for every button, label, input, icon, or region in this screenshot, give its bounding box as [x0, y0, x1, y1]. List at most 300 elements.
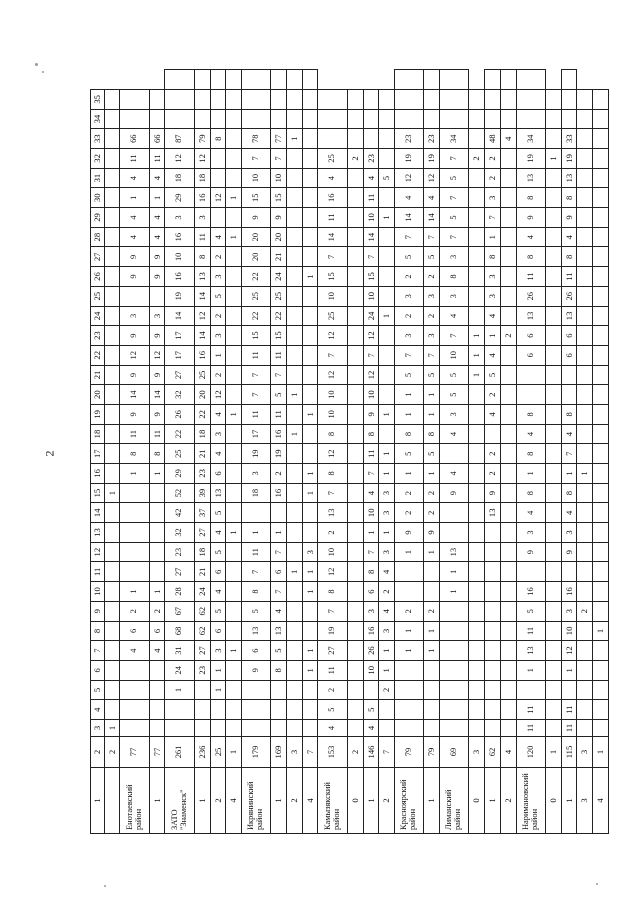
- table-cell: 1: [469, 326, 485, 346]
- table-cell: 4: [149, 641, 165, 661]
- table-cell: 22: [271, 306, 287, 326]
- table-row: [516, 70, 545, 834]
- table-cell: [593, 601, 609, 621]
- column-number-cell: 13: [91, 523, 105, 543]
- table-cell: [347, 601, 363, 621]
- table-cell: 8: [271, 660, 287, 680]
- table-cell: 3: [241, 464, 270, 484]
- table-cell: 5: [271, 641, 287, 661]
- row-label-cell: 4: [302, 768, 318, 834]
- table-cell: 4: [120, 208, 149, 228]
- table-cell: [440, 621, 469, 641]
- table-cell: [577, 700, 593, 720]
- column-number-cell: 12: [91, 542, 105, 562]
- table-cell: [302, 680, 318, 700]
- table-cell: [394, 660, 423, 680]
- table-cell: 5: [210, 503, 226, 523]
- table-cell: 37: [194, 503, 210, 523]
- table-cell: 11: [363, 188, 379, 208]
- table-cell: [226, 326, 242, 346]
- table-cell: 8: [516, 247, 545, 267]
- table-cell: [469, 168, 485, 188]
- table-cell: 14: [318, 227, 347, 247]
- table-cell: [424, 109, 440, 129]
- table-cell: 12: [318, 365, 347, 385]
- table-cell: [226, 365, 242, 385]
- table-cell: [194, 680, 210, 700]
- table-cell: 3: [485, 188, 501, 208]
- table-cell: 2: [210, 306, 226, 326]
- column-number-cell: 16: [91, 464, 105, 484]
- table-cell: 7: [363, 542, 379, 562]
- table-cell: 7: [318, 601, 347, 621]
- table-cell: 1: [424, 464, 440, 484]
- table-cell: [210, 70, 226, 90]
- table-cell: 33: [561, 129, 577, 149]
- table-cell: [500, 680, 516, 700]
- table-cell: 1: [379, 306, 395, 326]
- table-cell: 8: [424, 424, 440, 444]
- table-cell: 6: [271, 562, 287, 582]
- table-cell: 20: [241, 247, 270, 267]
- table-cell: 2: [104, 737, 120, 768]
- table-cell: [104, 621, 120, 641]
- table-row: [271, 70, 287, 834]
- table-cell: 10: [363, 660, 379, 680]
- table-cell: 11: [194, 227, 210, 247]
- table-cell: 8: [561, 188, 577, 208]
- table-cell: [302, 70, 318, 90]
- table-cell: 3: [561, 601, 577, 621]
- table-cell: [545, 286, 561, 306]
- table-cell: [593, 444, 609, 464]
- table-cell: 15: [363, 267, 379, 287]
- table-cell: [545, 109, 561, 129]
- scan-speck: [596, 883, 598, 885]
- table-cell: 3: [379, 503, 395, 523]
- table-cell: [545, 700, 561, 720]
- table-cell: [363, 129, 379, 149]
- table-cell: [287, 208, 303, 228]
- table-cell: [347, 405, 363, 425]
- table-cell: [500, 641, 516, 661]
- table-cell: 7: [424, 345, 440, 365]
- table-cell: [545, 562, 561, 582]
- table-cell: 8: [561, 483, 577, 503]
- table-cell: [104, 188, 120, 208]
- table-cell: 1: [379, 464, 395, 484]
- table-cell: 16: [194, 345, 210, 365]
- table-cell: [577, 129, 593, 149]
- table-cell: [379, 188, 395, 208]
- table-cell: [287, 444, 303, 464]
- table-cell: 3: [469, 737, 485, 768]
- table-cell: [577, 267, 593, 287]
- table-cell: 5: [318, 700, 347, 720]
- table-cell: 12: [318, 444, 347, 464]
- table-cell: [165, 700, 194, 720]
- table-cell: [500, 227, 516, 247]
- table-cell: 11: [516, 267, 545, 287]
- table-cell: 7: [241, 562, 270, 582]
- table-cell: 15: [318, 267, 347, 287]
- table-cell: 5: [485, 365, 501, 385]
- table-cell: [577, 483, 593, 503]
- table-cell: 11: [318, 208, 347, 228]
- table-cell: 4: [363, 720, 379, 737]
- table-cell: 8: [363, 424, 379, 444]
- table-cell: [347, 385, 363, 405]
- table-cell: 26: [363, 641, 379, 661]
- table-cell: 2: [379, 582, 395, 602]
- column-number-cell: 30: [91, 188, 105, 208]
- table-cell: 4: [561, 424, 577, 444]
- table-cell: [379, 247, 395, 267]
- table-cell: 3: [440, 247, 469, 267]
- table-cell: [593, 326, 609, 346]
- table-cell: 7: [485, 208, 501, 228]
- table-cell: 12: [318, 326, 347, 346]
- table-cell: [500, 424, 516, 444]
- table-cell: [440, 70, 469, 90]
- table-cell: [577, 247, 593, 267]
- table-cell: [347, 562, 363, 582]
- table-cell: 68: [165, 621, 194, 641]
- table-cell: [469, 109, 485, 129]
- table-cell: 62: [194, 601, 210, 621]
- column-number-cell: 26: [91, 267, 105, 287]
- table-cell: [545, 385, 561, 405]
- table-cell: 7: [318, 483, 347, 503]
- table-cell: 11: [561, 720, 577, 737]
- table-cell: 2: [379, 680, 395, 700]
- table-cell: [440, 444, 469, 464]
- table-cell: [120, 109, 149, 129]
- table-cell: 32: [165, 385, 194, 405]
- table-cell: 18: [194, 424, 210, 444]
- table-cell: [210, 109, 226, 129]
- table-cell: [394, 700, 423, 720]
- table-cell: [485, 582, 501, 602]
- table-cell: [485, 70, 501, 90]
- table-cell: 11: [363, 444, 379, 464]
- table-cell: 1: [226, 227, 242, 247]
- table-cell: [210, 149, 226, 169]
- table-cell: 20: [194, 385, 210, 405]
- table-cell: 8: [241, 582, 270, 602]
- table-row: [545, 70, 561, 834]
- row-label-cell: 1: [485, 768, 501, 834]
- table-cell: [318, 90, 347, 110]
- table-cell: 1: [149, 582, 165, 602]
- table-cell: 15: [271, 188, 287, 208]
- table-cell: 9: [149, 267, 165, 287]
- column-number-cell: 3: [91, 720, 105, 737]
- table-cell: 1: [287, 424, 303, 444]
- table-cell: [440, 523, 469, 543]
- table-cell: 23: [394, 129, 423, 149]
- table-cell: 7: [241, 385, 270, 405]
- table-cell: [165, 90, 194, 110]
- table-cell: 261: [165, 737, 194, 768]
- table-cell: [104, 641, 120, 661]
- table-cell: 9: [120, 405, 149, 425]
- table-cell: [226, 424, 242, 444]
- table-cell: 3: [210, 641, 226, 661]
- table-cell: [287, 405, 303, 425]
- table-cell: [287, 720, 303, 737]
- table-cell: [226, 582, 242, 602]
- table-cell: [593, 582, 609, 602]
- table-cell: [424, 582, 440, 602]
- table-cell: [287, 306, 303, 326]
- table-cell: 23: [194, 660, 210, 680]
- table-cell: 11: [271, 345, 287, 365]
- table-cell: 20: [241, 227, 270, 247]
- table-cell: 13: [210, 483, 226, 503]
- table-cell: 4: [120, 641, 149, 661]
- table-cell: 13: [561, 306, 577, 326]
- table-cell: 1: [287, 129, 303, 149]
- table-cell: 1: [379, 444, 395, 464]
- table-cell: 11: [318, 660, 347, 680]
- table-cell: 24: [165, 660, 194, 680]
- table-cell: 1: [424, 405, 440, 425]
- table-cell: [287, 227, 303, 247]
- table-cell: [104, 149, 120, 169]
- column-number-cell: 19: [91, 405, 105, 425]
- table-cell: [287, 464, 303, 484]
- table-cell: 2: [485, 149, 501, 169]
- table-cell: [424, 562, 440, 582]
- table-cell: [500, 660, 516, 680]
- table-cell: 1: [469, 365, 485, 385]
- table-cell: [577, 365, 593, 385]
- table-cell: [302, 720, 318, 737]
- table-cell: 4: [210, 523, 226, 543]
- table-cell: 5: [210, 542, 226, 562]
- table-cell: [545, 90, 561, 110]
- table-cell: [302, 208, 318, 228]
- table-cell: [271, 680, 287, 700]
- table-cell: 7: [363, 247, 379, 267]
- table-cell: [469, 306, 485, 326]
- table-cell: [302, 168, 318, 188]
- column-number-cell: 22: [91, 345, 105, 365]
- table-cell: [149, 523, 165, 543]
- table-row: [165, 70, 194, 834]
- table-cell: [347, 660, 363, 680]
- table-cell: [347, 286, 363, 306]
- table-row: [241, 70, 270, 834]
- table-cell: 5: [210, 286, 226, 306]
- table-cell: 7: [394, 345, 423, 365]
- table-cell: 34: [516, 129, 545, 149]
- table-cell: [469, 562, 485, 582]
- table-cell: 2: [394, 483, 423, 503]
- table-cell: 12: [561, 641, 577, 661]
- table-cell: [226, 562, 242, 582]
- table-cell: 14: [363, 227, 379, 247]
- table-cell: 14: [394, 208, 423, 228]
- table-row: [104, 70, 120, 834]
- table-cell: [469, 523, 485, 543]
- table-cell: [347, 109, 363, 129]
- table-cell: [347, 227, 363, 247]
- table-cell: [379, 700, 395, 720]
- column-number-cell: 32: [91, 149, 105, 169]
- table-cell: [302, 286, 318, 306]
- table-cell: 1: [545, 737, 561, 768]
- table-cell: [545, 483, 561, 503]
- table-cell: 2: [394, 601, 423, 621]
- table-cell: [271, 90, 287, 110]
- table-cell: [149, 680, 165, 700]
- table-cell: 3: [302, 542, 318, 562]
- table-cell: 11: [516, 720, 545, 737]
- table-cell: [104, 601, 120, 621]
- table-cell: [545, 444, 561, 464]
- column-number-cell: 34: [91, 109, 105, 129]
- table-cell: [394, 720, 423, 737]
- table-cell: 3: [379, 542, 395, 562]
- table-cell: [194, 90, 210, 110]
- table-cell: 9: [149, 326, 165, 346]
- table-cell: [379, 326, 395, 346]
- table-cell: 4: [120, 227, 149, 247]
- table-cell: 12: [210, 385, 226, 405]
- table-cell: 1: [379, 208, 395, 228]
- table-cell: 2: [500, 326, 516, 346]
- table-cell: [500, 188, 516, 208]
- table-cell: 12: [318, 562, 347, 582]
- table-cell: [210, 168, 226, 188]
- table-cell: [500, 700, 516, 720]
- table-row: [500, 70, 516, 834]
- table-cell: [516, 70, 545, 90]
- table-cell: [593, 247, 609, 267]
- table-cell: 1: [424, 641, 440, 661]
- table-cell: 1: [440, 562, 469, 582]
- table-cell: 24: [363, 306, 379, 326]
- table-cell: 8: [561, 247, 577, 267]
- table-row: [394, 70, 423, 834]
- table-cell: 3: [394, 286, 423, 306]
- table-cell: 6: [210, 562, 226, 582]
- table-cell: [500, 109, 516, 129]
- table-cell: 4: [271, 601, 287, 621]
- table-cell: [485, 660, 501, 680]
- table-cell: 2: [485, 168, 501, 188]
- row-label-cell: 1: [363, 768, 379, 834]
- table-cell: 10: [363, 503, 379, 523]
- table-cell: 8: [363, 562, 379, 582]
- table-cell: [287, 621, 303, 641]
- table-cell: [577, 523, 593, 543]
- table-cell: [440, 109, 469, 129]
- table-cell: 2: [347, 737, 363, 768]
- table-cell: [104, 90, 120, 110]
- table-cell: 4: [500, 737, 516, 768]
- table-row: [469, 70, 485, 834]
- table-cell: 12: [194, 306, 210, 326]
- table-cell: [577, 424, 593, 444]
- table-cell: [347, 523, 363, 543]
- table-cell: [302, 700, 318, 720]
- table-cell: [287, 168, 303, 188]
- table-cell: [149, 90, 165, 110]
- table-cell: [104, 326, 120, 346]
- table-cell: [347, 680, 363, 700]
- table-cell: 153: [318, 737, 347, 768]
- table-cell: [485, 90, 501, 110]
- table-cell: 9: [440, 483, 469, 503]
- table-cell: 10: [241, 168, 270, 188]
- table-cell: [149, 542, 165, 562]
- table-cell: 5: [394, 365, 423, 385]
- table-cell: [469, 621, 485, 641]
- table-cell: [149, 660, 165, 680]
- table-cell: [226, 621, 242, 641]
- table-cell: [210, 720, 226, 737]
- table-cell: [469, 680, 485, 700]
- table-row: [120, 70, 149, 834]
- column-number-cell: 25: [91, 286, 105, 306]
- table-cell: 16: [165, 267, 194, 287]
- table-cell: [194, 720, 210, 737]
- table-cell: 4: [516, 503, 545, 523]
- table-cell: [394, 680, 423, 700]
- table-cell: [485, 542, 501, 562]
- table-row: [363, 70, 379, 834]
- table-cell: [545, 247, 561, 267]
- table-cell: 4: [379, 562, 395, 582]
- table-cell: [104, 208, 120, 228]
- table-cell: 17: [165, 345, 194, 365]
- table-cell: 1: [226, 641, 242, 661]
- table-cell: 4: [516, 424, 545, 444]
- table-cell: 12: [210, 188, 226, 208]
- table-cell: 14: [194, 326, 210, 346]
- table-cell: [104, 503, 120, 523]
- table-cell: 2: [318, 680, 347, 700]
- table-cell: [271, 70, 287, 90]
- table-cell: [302, 385, 318, 405]
- table-cell: 52: [165, 483, 194, 503]
- table-cell: 3: [577, 737, 593, 768]
- table-cell: [104, 660, 120, 680]
- table-cell: 10: [363, 208, 379, 228]
- table-cell: 6: [210, 464, 226, 484]
- table-cell: [500, 365, 516, 385]
- table-cell: [287, 188, 303, 208]
- table-cell: 3: [210, 267, 226, 287]
- table-cell: 11: [149, 424, 165, 444]
- column-number-cell: 21: [91, 365, 105, 385]
- table-cell: [287, 523, 303, 543]
- table-cell: 1: [485, 326, 501, 346]
- scan-speck: [42, 71, 44, 73]
- table-cell: 78: [241, 129, 270, 149]
- table-cell: 7: [302, 737, 318, 768]
- table-cell: [593, 483, 609, 503]
- table-cell: [424, 700, 440, 720]
- table-cell: [104, 306, 120, 326]
- table-cell: [500, 90, 516, 110]
- table-cell: [500, 542, 516, 562]
- column-number-cell: 8: [91, 621, 105, 641]
- table-cell: 21: [194, 444, 210, 464]
